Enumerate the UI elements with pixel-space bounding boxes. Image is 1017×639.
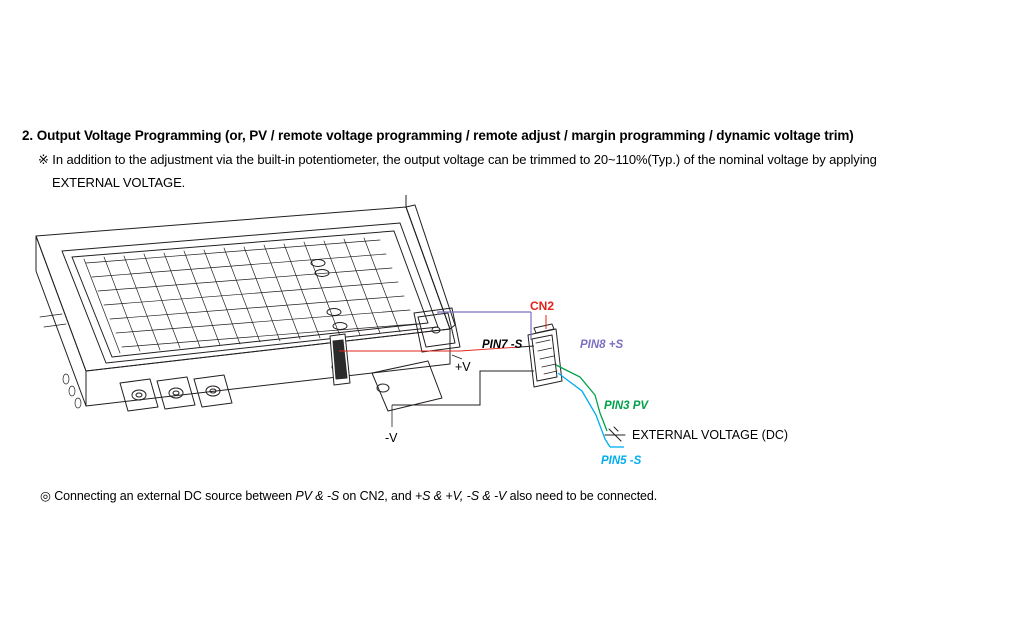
page-title: 2. Output Voltage Programming (or, PV / remote voltage programming / remote adjust / margin programming / dynamic voltage trim)	[22, 128, 854, 143]
cn2-connector	[528, 324, 562, 387]
label-external-voltage: EXTERNAL VOLTAGE (DC)	[632, 428, 789, 442]
label-pin5: PIN5 -S	[601, 455, 642, 467]
label-cn2: CN2	[530, 299, 555, 313]
label-positive-v: +V	[455, 360, 471, 374]
footnote-text-1: Connecting an external DC source between	[54, 489, 296, 503]
footnote	[40, 488, 657, 503]
note-line-1: ※ In addition to the adjustment via the built-in potentiometer, the output voltage can be trimmed to 20~110%(Typ.) of the nominal voltage by applying	[38, 152, 877, 167]
leader-plus-v	[452, 355, 462, 359]
power-supply-chassis	[36, 195, 460, 411]
external-source-symbol	[605, 427, 625, 441]
label-pin3: PIN3 PV	[604, 400, 649, 412]
wire-pin5-minus-s	[558, 373, 610, 447]
footnote-text-2: on CN2, and	[339, 489, 415, 503]
footnote-italic-1: PV & -S	[295, 489, 340, 503]
footnote-text-3: also need to be connected.	[506, 489, 658, 503]
note-line-2: EXTERNAL VOLTAGE.	[52, 175, 186, 190]
label-pin7: PIN7 -S	[482, 339, 523, 351]
footnote-marker: ◎	[40, 489, 51, 503]
label-negative-v: -V	[385, 431, 398, 445]
footnote-italic-2: +S & +V, -S & -V	[414, 489, 507, 503]
label-pin8: PIN8 +S	[580, 339, 624, 351]
wire-minus-v	[392, 371, 534, 405]
screw-terminals	[120, 375, 232, 411]
wire-pin3-pv	[556, 365, 607, 431]
